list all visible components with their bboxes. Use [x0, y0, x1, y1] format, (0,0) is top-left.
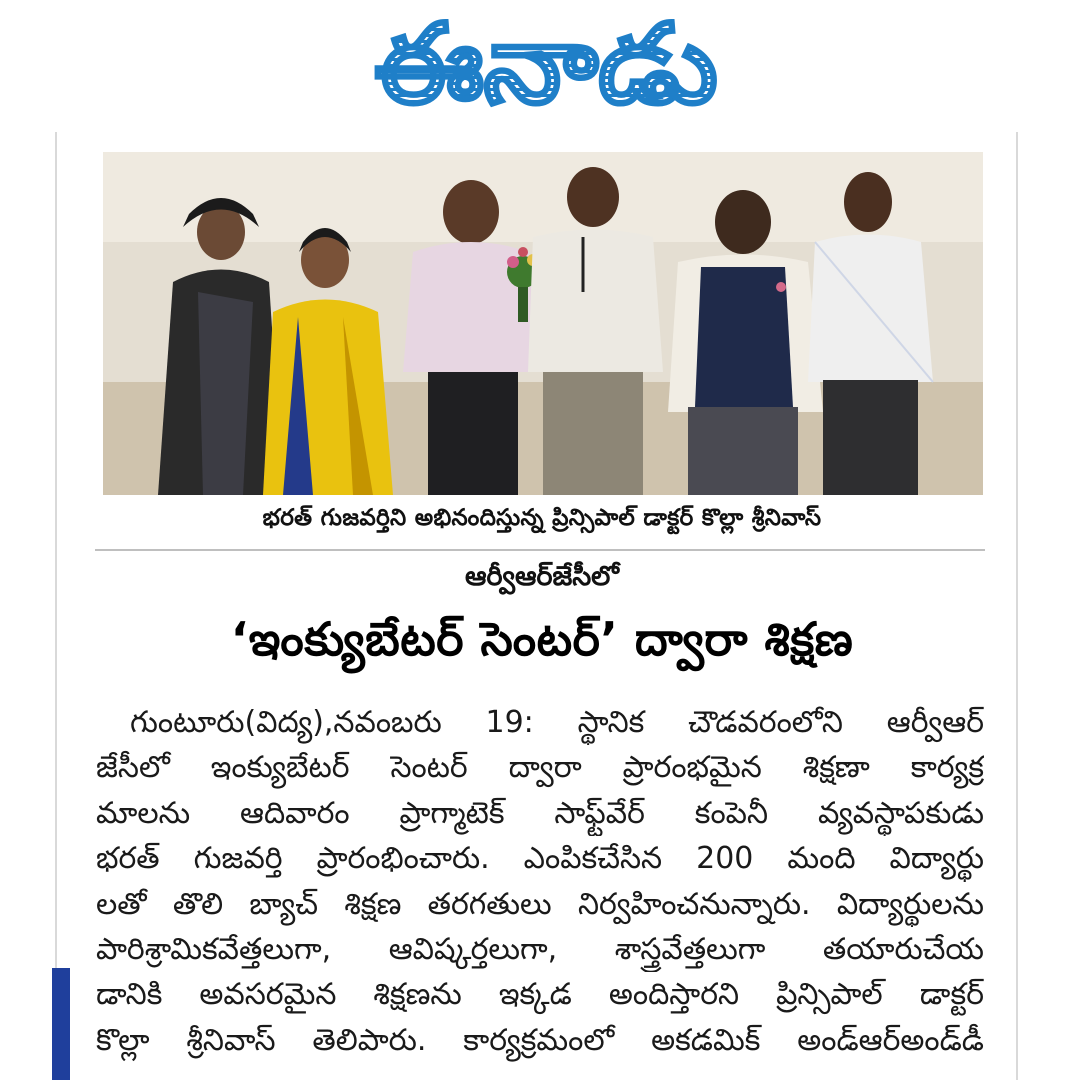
column-rule-left	[55, 132, 57, 1080]
article-kicker: ఆర్వీఆర్‌జేసీలో	[465, 561, 619, 592]
body-line: జేసీలో ఇంక్యుబేటర్ సెంటర్ ద్వారా ప్రారంభమైన శిక్షణా కార్యక్ర	[96, 750, 984, 786]
caption-divider	[95, 549, 985, 551]
body-line: గుంటూరు(విద్య),నవంబరు 19: స్థానిక చౌడవరంలోని ఆర్వీఆర్	[130, 705, 984, 740]
article-body	[96, 700, 984, 1063]
body-line: డానికి అవసరమైన శిక్షణను ఇక్కడ అందిస్తారని ప్రిన్సిపాల్ డాక్టర్	[96, 977, 984, 1013]
photo-caption: భరత్ గుజవర్తిని అభినందిస్తున్న ప్రిన్సిపాల్ డాక్టర్ కొల్లా శ్రీనివాస్	[262, 505, 822, 531]
column-rule-right	[1016, 132, 1018, 1080]
news-photo	[103, 152, 983, 495]
body-line: మాలను ఆదివారం ప్రాగ్మాటెక్ సాఫ్ట్‌వేర్ కంపెనీ వ్యవస్థాపకుడు	[96, 795, 984, 831]
group-photo-icon	[103, 152, 983, 495]
body-line: కొల్లా శ్రీనివాస్ తెలిపారు. కార్యక్రమంలో అకడమిక్ అండ్‌ఆర్‌అండ్‌డీ	[96, 1022, 984, 1058]
body-line: భరత్ గుజవర్తి ప్రారంభించారు. ఎంపికచేసిన 200 మంది విద్యార్థు	[96, 841, 984, 877]
masthead	[0, 0, 1080, 135]
article-headline: ‘ఇంక్యుబేటర్ సెంటర్’ ద్వారా శిక్షణ	[230, 612, 854, 666]
body-line: లతో తొలి బ్యాచ్ శిక్షణ తరగతులు నిర్వహించనున్నారు. విద్యార్థులను	[96, 886, 984, 922]
svg-text:ఈనాడు: ఈనాడు	[374, 4, 718, 126]
body-line: పారిశ్రామికవేత్తలుగా, ఆవిష్కర్తలుగా, శాస్త్రవేత్తలుగా తయారుచేయ	[96, 931, 984, 967]
eenadu-logo	[326, 4, 766, 126]
page-edge-marker	[52, 968, 70, 1080]
